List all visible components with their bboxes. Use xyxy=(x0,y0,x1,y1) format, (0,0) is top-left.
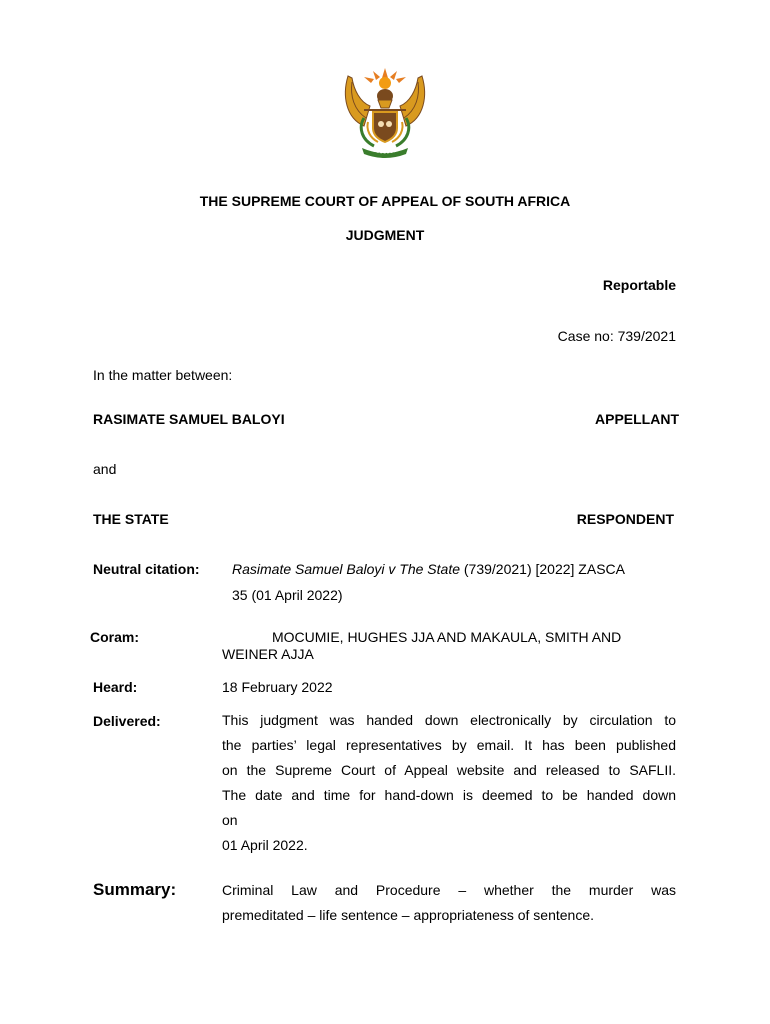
coram-line1: MOCUMIE, HUGHES JJA AND MAKAULA, SMITH AND xyxy=(272,629,622,645)
appellant-name: RASIMATE SAMUEL BALOYI xyxy=(93,411,285,427)
matter-intro: In the matter between: xyxy=(93,367,233,383)
case-number: Case no: 739/2021 xyxy=(557,328,676,344)
delivered-line: on xyxy=(222,812,238,828)
respondent-role: RESPONDENT xyxy=(576,511,674,527)
delivered-line: This judgment was handed down electronically by circulation to xyxy=(222,712,676,728)
document-type: JUDGMENT xyxy=(345,227,425,243)
coat-of-arms-icon xyxy=(340,66,430,158)
summary-line: Criminal Law and Procedure – whether the murder was xyxy=(222,882,676,898)
conjunction-and: and xyxy=(93,461,117,477)
neutral-citation-label: Neutral citation: xyxy=(93,561,200,577)
delivered-line: The date and time for hand-down is deemed to be handed down xyxy=(222,787,676,803)
delivered-date: 01 April 2022. xyxy=(222,837,308,853)
heard-label: Heard: xyxy=(93,679,138,695)
delivered-line: on the Supreme Court of Appeal website and released to SAFLII. xyxy=(222,762,676,778)
reportable-label: Reportable xyxy=(602,277,676,293)
coram-label: Coram: xyxy=(90,629,140,645)
case-name: Rasimate Samuel Baloyi v The State xyxy=(232,561,460,577)
heard-date: 18 February 2022 xyxy=(222,679,333,695)
respondent-name: THE STATE xyxy=(93,511,169,527)
summary-text xyxy=(222,878,676,928)
delivered-line: the parties’ legal representatives by email. It has been published xyxy=(222,737,676,753)
coram-line2: WEINER AJJA xyxy=(222,646,314,662)
neutral-citation-line2: 35 (01 April 2022) xyxy=(232,587,343,603)
delivered-label: Delivered: xyxy=(93,713,161,729)
court-title: THE SUPREME COURT OF APPEAL OF SOUTH AFRICA xyxy=(199,193,571,209)
summary-label: Summary: xyxy=(93,880,177,899)
summary-line: premeditated – life sentence – appropriateness of sentence. xyxy=(222,907,595,923)
delivered-text xyxy=(222,708,676,858)
neutral-citation-line1 xyxy=(232,560,625,578)
appellant-role: APPELLANT xyxy=(595,411,679,427)
citation-ref: (739/2021) [2022] ZASCA xyxy=(460,561,625,577)
